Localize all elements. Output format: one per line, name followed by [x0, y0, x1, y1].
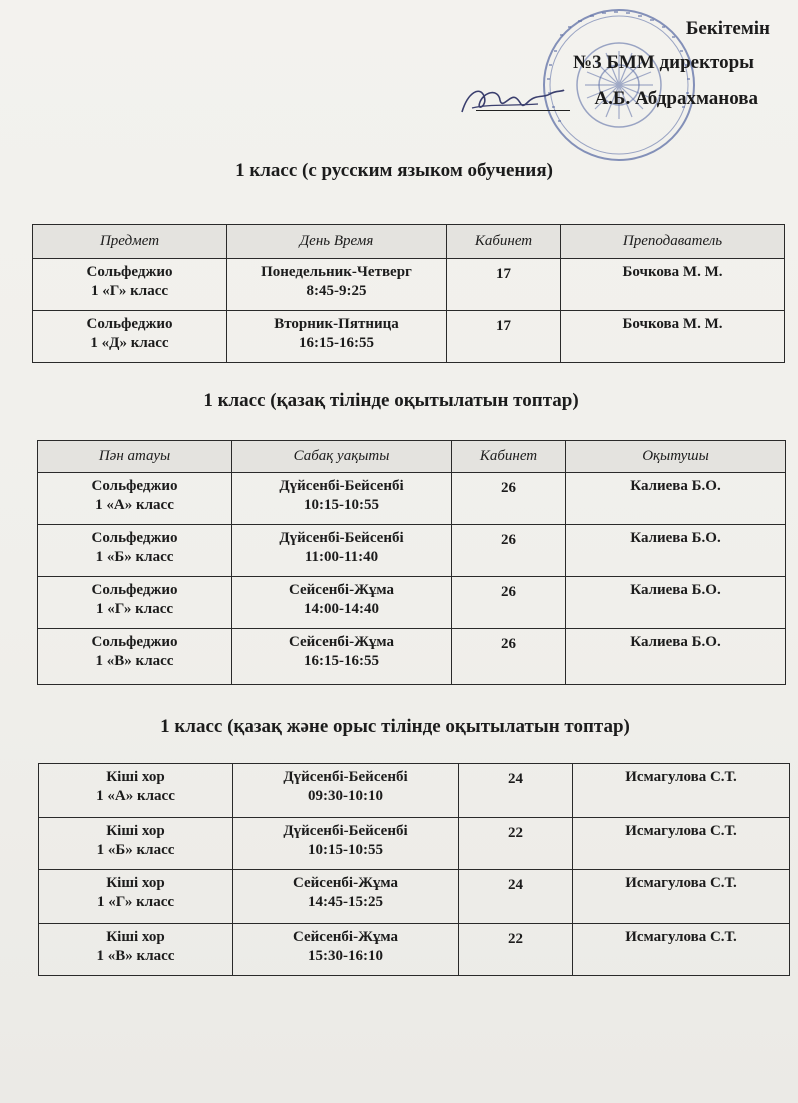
lesson-days: Сейсенбі-Жұма [292, 929, 399, 945]
lesson-days: Сейсенбі-Жұма [288, 582, 395, 598]
class-group: 1 «А» класс [95, 497, 174, 513]
time-cell [227, 311, 447, 363]
subject-name: Сольфеджио [91, 530, 178, 546]
lesson-time: 09:30-10:10 [308, 788, 383, 804]
lesson-time: 16:15-16:55 [299, 335, 374, 351]
teacher-cell: Калиева Б.О. [566, 629, 786, 685]
approval-position: №3 БММ директоры [572, 52, 754, 73]
column-header-teacher: Преподаватель [561, 225, 785, 259]
teacher-cell: Бочкова М. М. [561, 259, 785, 311]
teacher-cell: Калиева Б.О. [566, 525, 786, 577]
subject-cell [39, 818, 233, 870]
subject-name: Кіші хор [106, 875, 165, 891]
column-header-room: Кабинет [447, 225, 561, 259]
table-row [33, 259, 785, 311]
room-cell: 22 [459, 924, 573, 976]
teacher-cell: Исмагулова С.Т. [573, 764, 790, 818]
subject-cell [38, 525, 232, 577]
column-header-time: День Время [227, 225, 447, 259]
table-row [38, 525, 786, 577]
room-cell: 26 [452, 629, 566, 685]
lesson-days: Дүйсенбі-Бейсенбі [283, 823, 408, 839]
room-cell: 24 [459, 870, 573, 924]
column-header-room: Кабинет [452, 441, 566, 473]
subject-name: Кіші хор [106, 929, 165, 945]
time-cell [233, 818, 459, 870]
table-row [39, 924, 790, 976]
subject-cell [38, 629, 232, 685]
table-header-row [33, 225, 785, 259]
lesson-days: Вторник-Пятница [274, 316, 399, 332]
subject-name: Сольфеджио [86, 264, 173, 280]
teacher-cell: Калиева Б.О. [566, 577, 786, 629]
subject-cell [38, 473, 232, 525]
teacher-cell: Бочкова М. М. [561, 311, 785, 363]
class-group: 1 «В» класс [95, 653, 174, 669]
column-header-time: Сабақ уақыты [232, 441, 452, 473]
class-group: 1 «Д» класс [90, 335, 169, 351]
section-heading-russian: 1 класс (с русским языком обучения) [235, 160, 553, 181]
subject-cell [33, 259, 227, 311]
table-row [39, 764, 790, 818]
column-header-subject: Пән атауы [38, 441, 232, 473]
time-cell [233, 924, 459, 976]
lesson-days: Сейсенбі-Жұма [292, 875, 399, 891]
subject-name: Сольфеджио [91, 634, 178, 650]
teacher-cell: Исмагулова С.Т. [573, 818, 790, 870]
room-cell: 26 [452, 525, 566, 577]
subject-cell [39, 764, 233, 818]
teacher-cell: Калиева Б.О. [566, 473, 786, 525]
table-row [38, 629, 786, 685]
subject-name: Сольфеджио [91, 582, 178, 598]
section-heading-kazakh: 1 класс (қазақ тілінде оқытылатын топтар) [203, 390, 579, 411]
room-cell: 17 [447, 311, 561, 363]
table-row [33, 311, 785, 363]
subject-name: Кіші хор [106, 769, 165, 785]
table-header-row [38, 441, 786, 473]
lesson-time: 16:15-16:55 [304, 653, 379, 669]
class-group: 1 «Г» класс [96, 894, 175, 910]
section-heading-mixed: 1 класс (қазақ және орыс тілінде оқытылатын топтар) [160, 716, 630, 737]
class-group: 1 «Г» класс [95, 601, 174, 617]
subject-name: Сольфеджио [86, 316, 173, 332]
room-cell: 22 [459, 818, 573, 870]
room-cell: 26 [452, 577, 566, 629]
class-group: 1 «А» класс [96, 788, 175, 804]
lesson-time: 15:30-16:10 [308, 948, 383, 964]
subject-cell [38, 577, 232, 629]
class-group: 1 «Г» класс [90, 283, 169, 299]
lesson-days: Дүйсенбі-Бейсенбі [279, 530, 404, 546]
signature-icon [458, 82, 568, 118]
lesson-days: Понедельник-Четверг [261, 264, 412, 280]
room-cell: 24 [459, 764, 573, 818]
time-cell [233, 764, 459, 818]
column-header-subject: Предмет [33, 225, 227, 259]
lesson-days: Дүйсенбі-Бейсенбі [283, 769, 408, 785]
time-cell [227, 259, 447, 311]
subject-name: Сольфеджио [91, 478, 178, 494]
subject-cell [39, 870, 233, 924]
teacher-cell: Исмагулова С.Т. [573, 870, 790, 924]
subject-cell [39, 924, 233, 976]
lesson-time: 11:00-11:40 [304, 549, 379, 565]
lesson-time: 10:15-10:55 [304, 497, 379, 513]
table-row [38, 473, 786, 525]
teacher-cell: Исмагулова С.Т. [573, 924, 790, 976]
schedule-table-mixed [38, 763, 790, 976]
lesson-days: Дүйсенбі-Бейсенбі [279, 478, 404, 494]
schedule-table-russian [32, 224, 785, 363]
approval-name: А.Б. Абдрахманова [594, 88, 758, 109]
class-group: 1 «Б» класс [95, 549, 174, 565]
class-group: 1 «Б» класс [96, 842, 175, 858]
room-cell: 26 [452, 473, 566, 525]
subject-cell [33, 311, 227, 363]
time-cell [232, 629, 452, 685]
time-cell [232, 577, 452, 629]
lesson-time: 14:45-15:25 [308, 894, 383, 910]
lesson-days: Сейсенбі-Жұма [288, 634, 395, 650]
schedule-table-kazakh [37, 440, 786, 685]
table-row [39, 818, 790, 870]
class-group: 1 «В» класс [96, 948, 175, 964]
time-cell [232, 473, 452, 525]
approval-title: Бекітемін [685, 18, 770, 39]
time-cell [232, 525, 452, 577]
table-row [38, 577, 786, 629]
lesson-time: 8:45-9:25 [306, 283, 367, 299]
room-cell: 17 [447, 259, 561, 311]
time-cell [233, 870, 459, 924]
table-row [39, 870, 790, 924]
column-header-teacher: Оқытушы [566, 441, 786, 473]
signature-line [476, 110, 570, 111]
subject-name: Кіші хор [106, 823, 165, 839]
lesson-time: 14:00-14:40 [304, 601, 379, 617]
lesson-time: 10:15-10:55 [308, 842, 383, 858]
